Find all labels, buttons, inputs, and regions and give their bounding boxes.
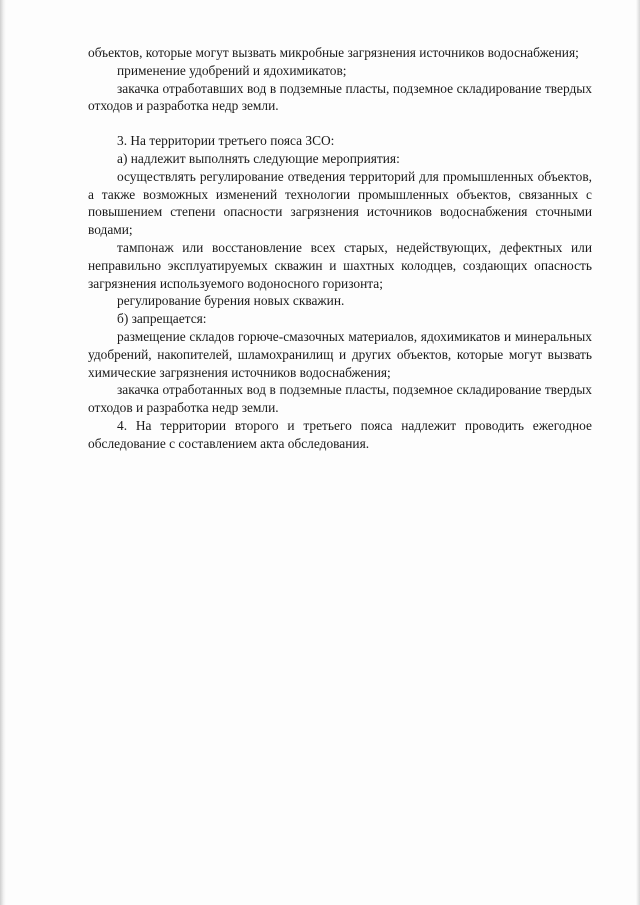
paragraph-storage-prohibition: размещение складов горюче-смазочных материалов, ядохимикатов и минеральных удобрений, накопителей, шламохранилищ и других объектов, которые могут вызвать химические загрязнения источников водоснабжения; [88,328,592,380]
subsection-b-heading: б) запрещается: [117,311,207,327]
section-4-paragraph: 4. На территории второго и третьего пояса надлежит проводить ежегодное обследование с составлением акта обследования. [88,417,592,451]
section-3-heading: 3. На территории третьего пояса ЗСО: [117,133,335,149]
paragraph-injection-prohibition: закачка отработанных вод в подземные пласты, подземное складирование твердых отходов и разработка недр земли. [88,382,592,416]
paragraph-waste-injection: закачка отработавших вод в подземные пласты, подземное складирование твердых отходов и разработка недр земли. [88,80,592,114]
paragraph-fertilizers: применение удобрений и ядохимикатов; [117,62,347,78]
paragraph-continuation: объектов, которые могут вызвать микробные загрязнения источников водоснабжения; [88,45,579,60]
subsection-a-heading: а) надлежит выполнять следующие мероприятия: [117,150,400,166]
paragraph-gap [88,115,592,132]
paragraph-well-plugging: тампонаж или восстановление всех старых, недействующих, дефектных или неправильно эксплуатируемых скважин и шахтных колодцев, создающих опасность загрязнения используемого водоносного горизонта; [88,239,592,291]
scan-edge-left [0,0,6,905]
paragraph-drilling-regulation: регулирование бурения новых скважин. [117,293,345,309]
scan-edge-right [636,0,640,905]
paragraph-territory-regulation: осуществлять регулирование отведения территорий для промышленных объектов, а также возможных изменений технологии промышленных объектов, связанных с повышением степени опасности загрязнения источников водоснабжения сточными водами; [88,168,592,238]
document-body [88,44,592,453]
